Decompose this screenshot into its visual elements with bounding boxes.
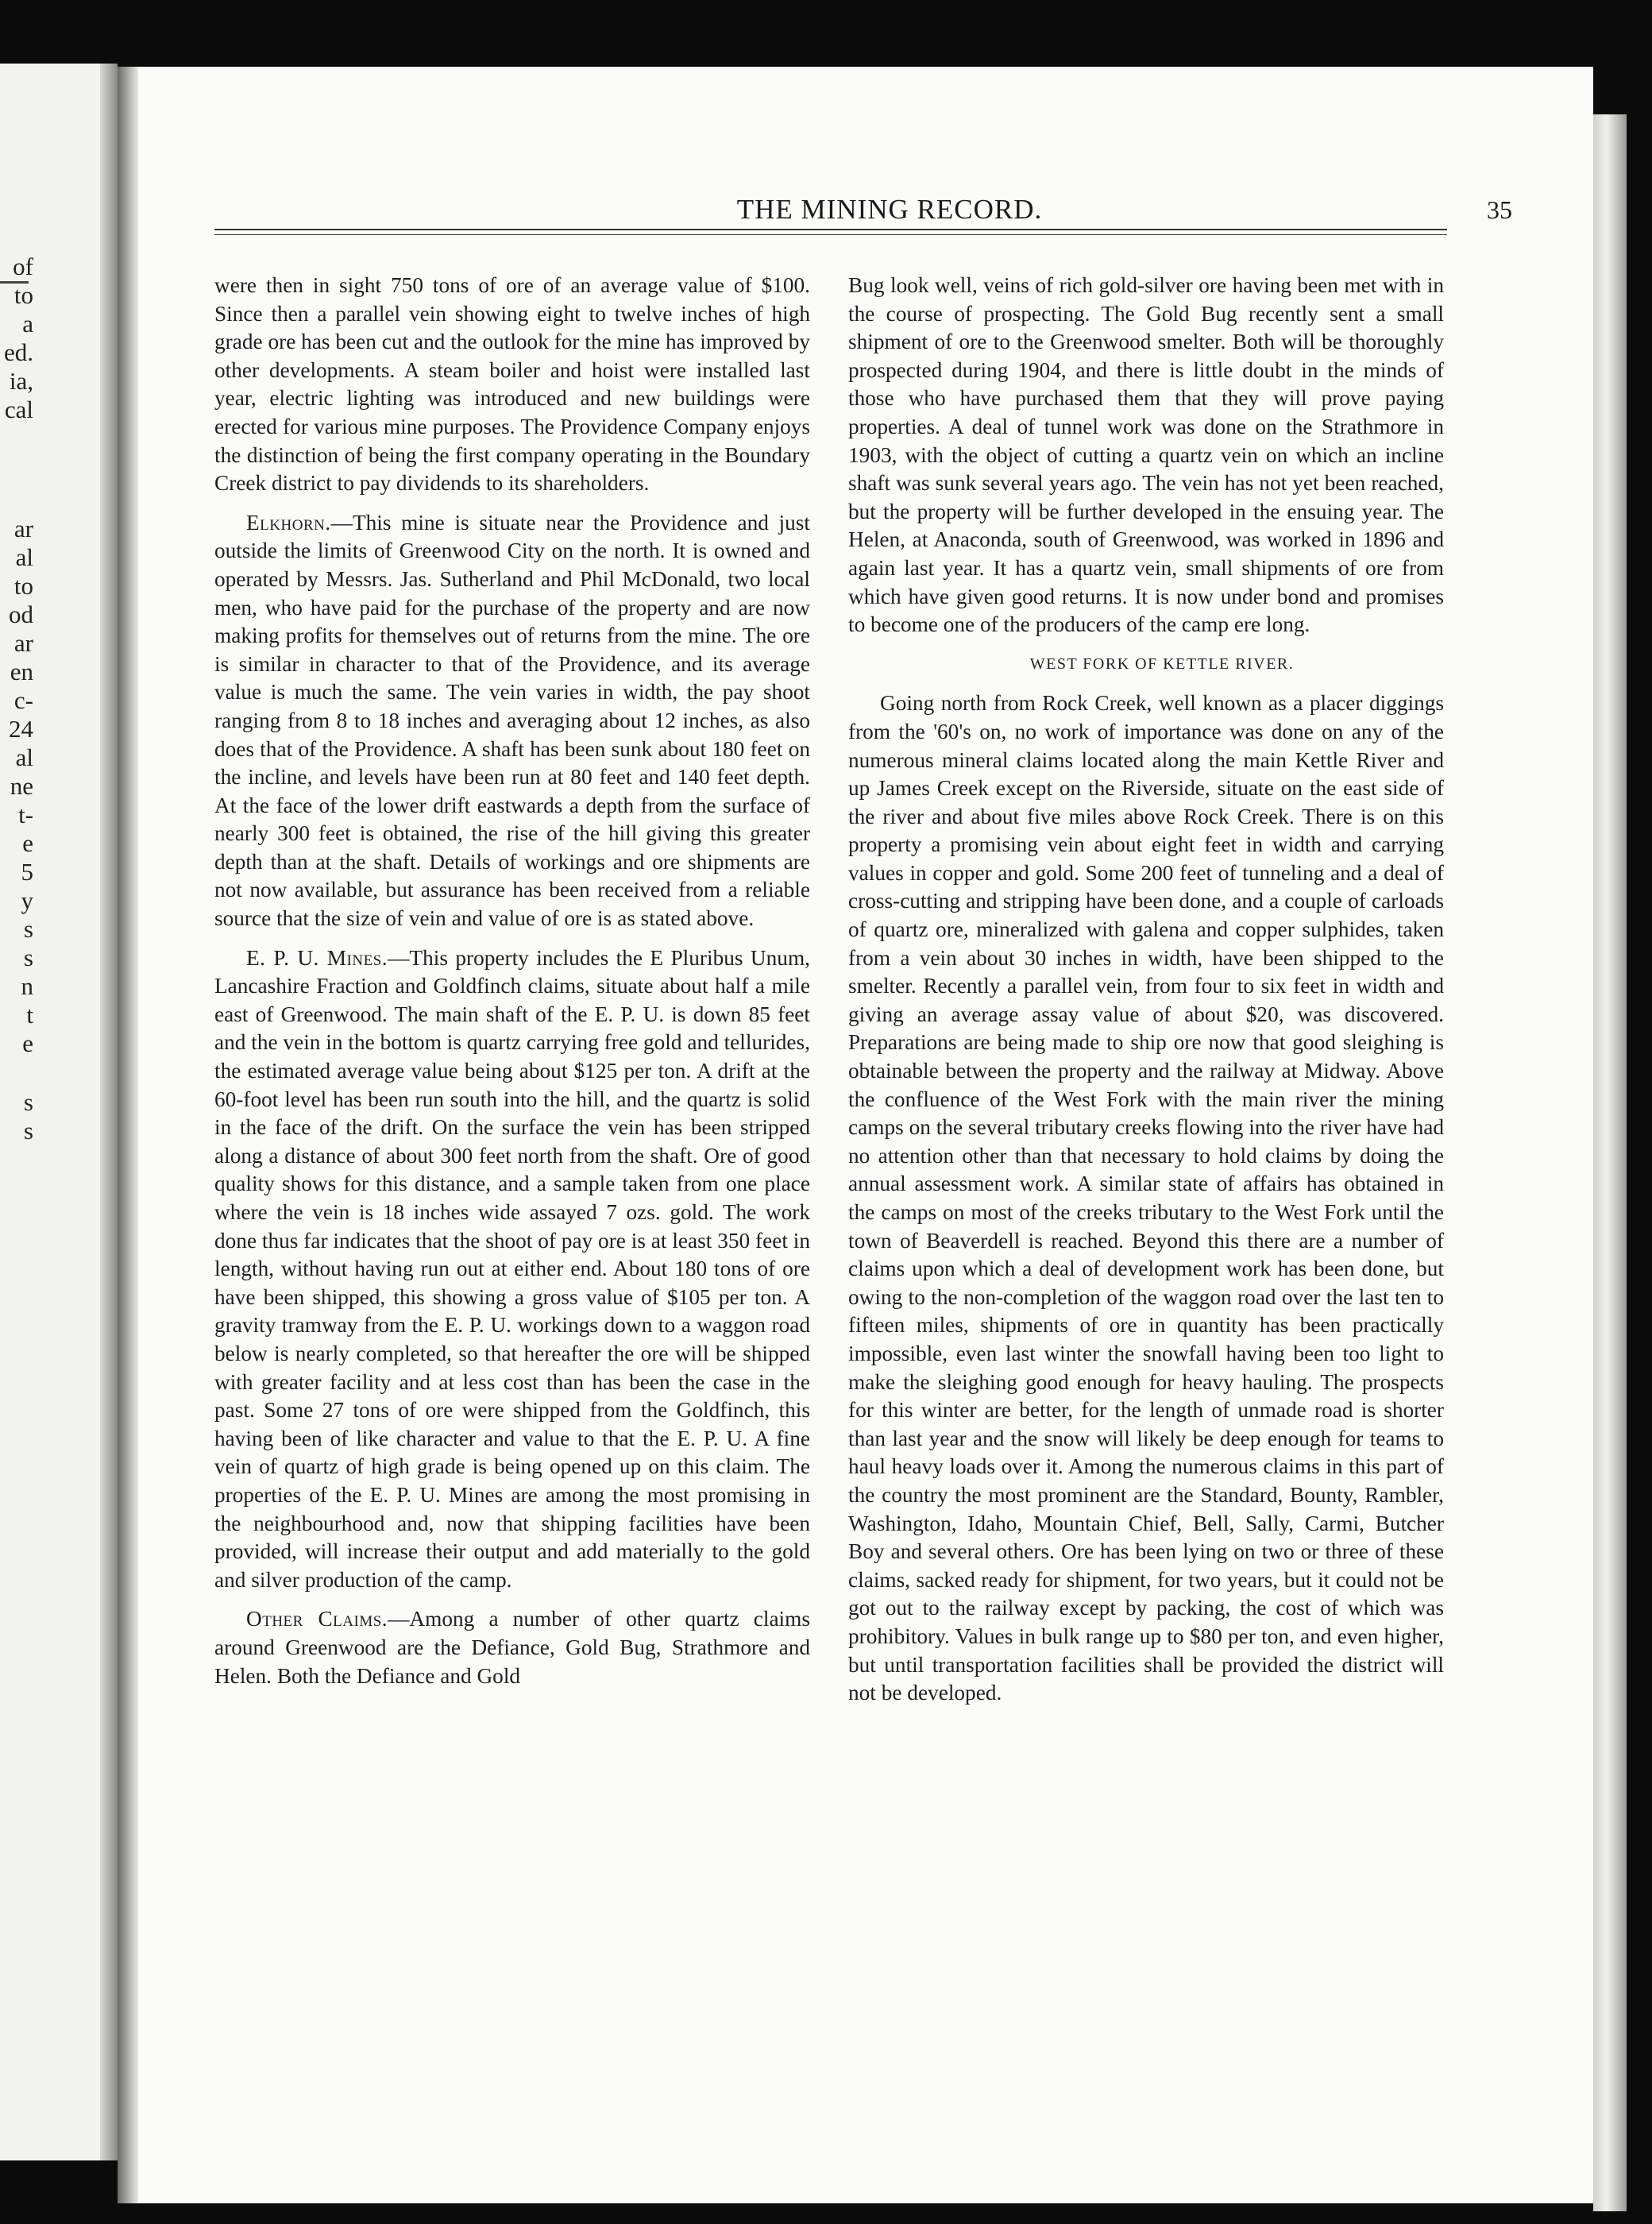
- previous-page-fragment: 5: [21, 858, 33, 886]
- previous-page-fragment: cal: [4, 396, 33, 423]
- previous-page-fragment: y: [21, 886, 33, 914]
- previous-page-fragment: al: [15, 743, 33, 771]
- previous-page-edge: [0, 64, 118, 2160]
- elkhorn-heading: Elkhorn.: [246, 510, 331, 535]
- other-claims-heading: Other Claims.: [246, 1607, 388, 1631]
- journal-title: THE MINING RECORD.: [736, 194, 1043, 225]
- previous-page-fragment: ar: [14, 629, 33, 657]
- previous-page-fragment: t: [26, 1001, 33, 1029]
- previous-page-fragment: s: [23, 1117, 33, 1145]
- elkhorn-paragraph: [214, 509, 810, 933]
- previous-page-fragment: od: [9, 600, 33, 628]
- epu-mines-paragraph: [214, 944, 810, 1595]
- previous-page-fragment: al: [15, 543, 33, 571]
- magazine-page: [118, 67, 1593, 2203]
- previous-page-fragment: ia,: [9, 367, 33, 395]
- providence-paragraph-continued: were then in sight 750 tons of ore of an average value of $100. Since then a parallel vein showing eight to twelve inches of high grade ore has been cut and the outlook for the mine has improved by other developments. A steam boiler and hoist were installed last year, electric lighting was introduced and new buildings were erected for various mine purposes. The Providence Company enjoys the distinction of being the first company operating in the Boundary Creek district to pay dividends to its shareholders.: [214, 273, 810, 496]
- epu-mines-text: —This property includes the E Pluribus Unum, Lancashire Fraction and Goldfinch claims, situate about half a mile east of Greenwood. The main shaft of the E. P. U. is down 85 feet and the vein in the bottom is quartz carrying free gold and tellurides, the estimated average value being about $125 per ton. A drift at the 60-foot level has been run south into the hill, and the quartz is solid in the face of the drift. On the surface the vein has been stripped along a distance of about 300 feet north from the shaft. Ore of good quality shows for this distance, and a sample taken from one place where the vein is 18 inches wide assayed 7 ozs. gold. The work done thus far indicates that the shoot of pay ore is at least 350 feet in length, without having run out at either end. About 180 tons of ore have been shipped, this showing a gross value of $105 per ton. A gravity tramway from the E. P. U. workings down to a waggon road below is nearly completed, so that hereafter the ore will be shipped with greater facility and at less cost than has been the case in the past. Some 27 tons of ore were shipped from the Goldfinch, this having been of like character and value to that the E. P. U. A fine vein of quartz of high grade is being opened up on this claim. The properties of the E. P. U. Mines are among the most promising in the neighbourhood and, now that shipping facilities have been provided, will increase their output and add materially to the gold and silver production of the camp.: [214, 945, 811, 1592]
- other-claims-text: —Among a number of other quartz claims around Greenwood are the Defiance, Gold Bug, Strathmore and Helen. Both the Defiance and Gold: [214, 1607, 810, 1688]
- page-gutter-shadow: [118, 67, 138, 2203]
- previous-page-fragment: s: [23, 915, 33, 943]
- previous-page-fragment: s: [23, 944, 33, 971]
- previous-page-fragment: e: [22, 1029, 33, 1057]
- section-heading-west-fork: WEST FORK OF KETTLE RIVER.: [1029, 654, 1295, 673]
- epu-mines-heading: E. P. U. Mines.: [246, 945, 388, 970]
- previous-page-fragment: ed.: [3, 338, 33, 366]
- previous-page-fragment: ne: [10, 772, 33, 800]
- left-column: [214, 272, 810, 1701]
- previous-page-fragment: to: [14, 572, 33, 600]
- previous-page-fragment: e: [22, 829, 33, 857]
- previous-page-fragment: en: [10, 658, 33, 685]
- previous-page-fragment: of: [13, 253, 33, 280]
- previous-page-fragment: s: [23, 1088, 33, 1116]
- previous-page-fragment: 24: [9, 715, 33, 743]
- page-number: 35: [1487, 195, 1512, 224]
- previous-page-fragment: ar: [14, 515, 33, 542]
- west-fork-paragraph: Going north from Rock Creek, well known as a placer diggings from the '60's on, no work of importance was done on any of the numerous mineral claims located along the main Kettle River and up James Creek except on the Riverside, situate on the east side of the river and about five miles above Rock Creek. There is on this property a promising vein about eight feet in width and carrying values in copper and gold. Some 200 feet of tunneling and a deal of cross-cutting and stripping have been done, and a couple of carloads of quartz ore, mineralized with galena and copper sulphides, taken from a vein about 30 inches in width, have been shipped to the smelter. Recently a parallel vein, from four to six feet in width and giving an average assay value of about $20, was discovered. Preparations are being made to ship ore now that good sleighing is obtainable between the property and the railway at Midway. Above the confluence of the West Fork with the main river the mining camps on the several tributary creeks flowing into the river have had no attention other than that necessary to hold claims by doing the annual assessment work. A similar state of affairs has obtained in the camps on most of the creeks tributary to the West Fork until the town of Beaverdell is reached. Beyond this there are a number of claims upon which a deal of development work has been done, but owing to the non-completion of the waggon road over the last ten to fifteen miles, shipments of ore in quantity has been practically impossible, even last winter the snowfall having been too light to make the sleighing good enough for heavy hauling. The prospects for this winter are better, for the length of unmade road is shorter than last year and the snow will likely be deep enough for teams to haul heavy loads over it. Among the numerous claims in this part of the country the most prominent are the Standard, Bounty, Rambler, Washington, Idaho, Mountain Chief, Bell, Sally, Carmi, Butcher Boy and several others. Ore has been lying on two or three of these claims, sacked ready for shipment, for two years, but it could not be got out to the railway except by packing, the cost of which was prohibitory. Values in bulk range up to $80 per ton, and even higher, but until transportation facilities shall be provided the district will not be developed.: [848, 691, 1444, 1705]
- previous-page-fragment: to: [14, 281, 33, 309]
- gold-bug-paragraph-continued: Bug look well, veins of rich gold-silver ore having been met with in the course of prospecting. The Gold Bug recently sent a small shipment of ore to the Greenwood smelter. Both will be thoroughly prospected during 1904, and there is little doubt in the minds of those who have purchased them that they will prove paying properties. A deal of tunnel work was done on the Strathmore in 1903, with the object of cutting a quartz vein on which an incline shaft was sunk several years ago. The vein has not yet been reached, but the property will be further developed in the ensuing year. The Helen, at Anaconda, south of Greenwood, was worked in 1896 and again last year. It has a quartz vein, small shipments of ore from which have given good returns. It is now under bond and promises to become one of the producers of the camp ere long.: [848, 273, 1444, 637]
- page-stack-edge: [1593, 114, 1627, 2211]
- previous-page-fragment: c-: [14, 686, 33, 714]
- right-column: [848, 272, 1444, 1719]
- elkhorn-text: —This mine is situate near the Providence and just outside the limits of Greenwood City on the north. It is owned and operated by Messrs. Jas. Sutherland and Phil McDonald, two local men, who have paid for the purchase of the property and are now making profits for themselves out of returns from the mine. The ore is similar in character to that of the Providence, and its average value is much the same. The vein varies in width, the pay shoot ranging from 8 to 18 inches and averaging about 12 inches, as also does that of the Providence. A shaft has been sunk about 180 feet on the incline, and levels have been run at 80 feet and 140 feet depth. At the face of the lower drift eastwards a depth from the surface of nearly 300 feet is obtained, the rise of the hill giving this greater depth than at the shaft. Details of workings and ore shipments are not now available, but assurance has been received from a reliable source that the size of vein and value of ore is as stated above.: [214, 510, 810, 931]
- header-rule: [214, 229, 1447, 235]
- previous-page-fragment: n: [21, 972, 33, 1000]
- other-claims-paragraph: [214, 1605, 810, 1690]
- previous-page-fragment: t-: [18, 801, 33, 828]
- previous-page-fragment: a: [22, 310, 33, 338]
- previous-page-gutter-shadow: [100, 64, 118, 2160]
